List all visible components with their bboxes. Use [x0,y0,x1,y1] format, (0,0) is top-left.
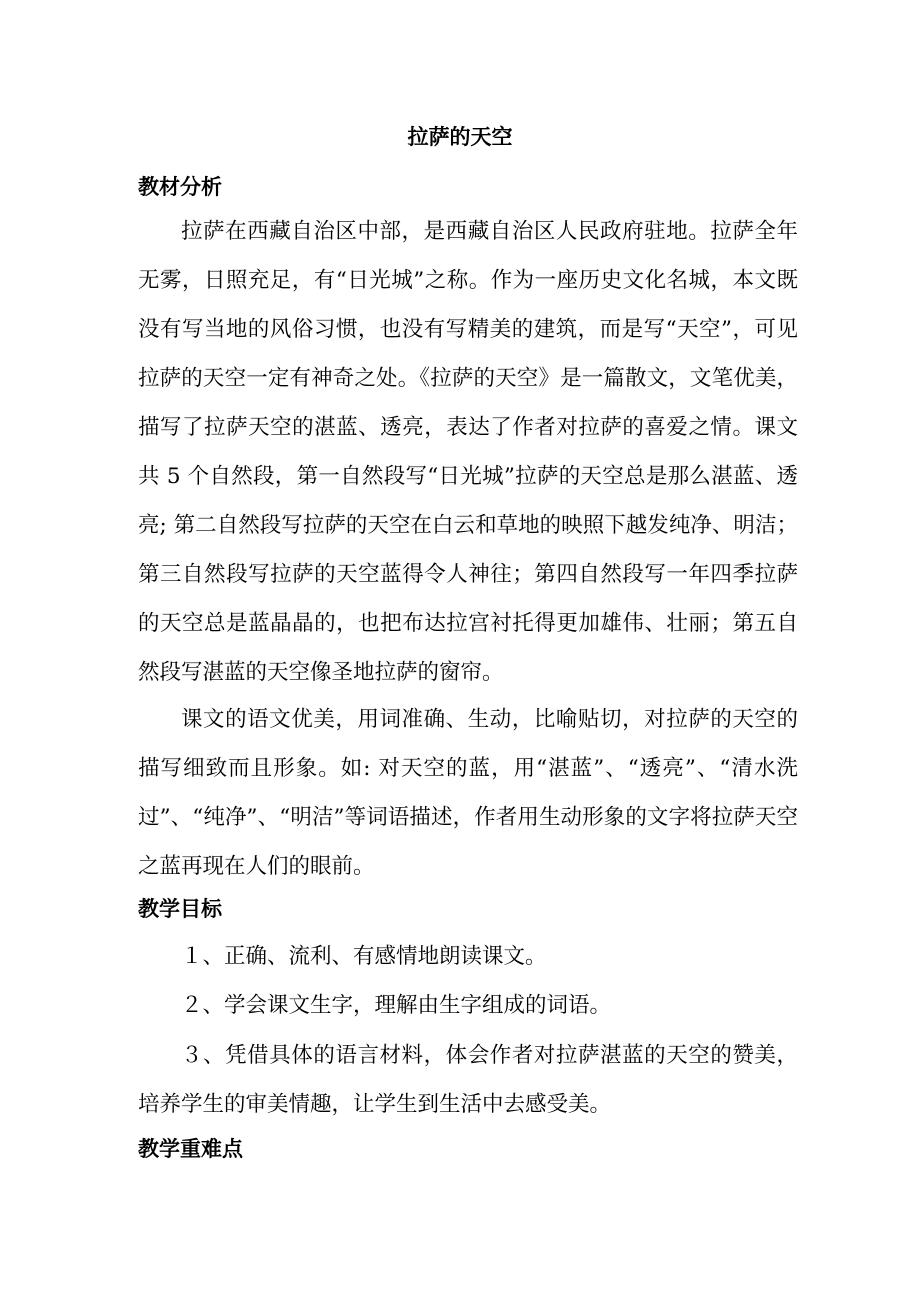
analysis-paragraph-2: 课文的语文优美，用词准确、生动，比喻贴切，对拉萨的天空的描写细致而且形象。如: 对天空的蓝，用“湛蓝”、“透亮”、“清水洗过”、“纯净”、“明洁”等词语描述，作者用生动形象的文字将拉萨天空之蓝再现在人们的眼前。 [138,707,798,879]
section-heading-material-analysis: 教材分析 [138,175,222,199]
document-title: 拉萨的天空 [407,125,513,149]
goal-item-2: ２、学会课文生字，理解由生字组成的词语。 [181,993,612,1018]
section-heading-key-difficulties: 教学重难点 [138,1137,243,1161]
section-heading-teaching-goals: 教学目标 [138,897,222,921]
goal-item-1: １、正确、流利、有感情地朗读课文。 [181,944,547,969]
goal-item-3: ３、凭借具体的语言材料，体会作者对拉萨湛蓝的天空的赞美，培养学生的审美情趣，让学生到生活中去感受美。 [138,1043,798,1117]
analysis-paragraph-1: 拉萨在西藏自治区中部，是西藏自治区人民政府驻地。拉萨全年无雾，日照充足，有“日光城”之称。作为一座历史文化名城，本文既没有写当地的风俗习惯，也没有写精美的建筑，而是写“天空”，可见拉萨的天空一定有神奇之处。《拉萨的天空》是一篇散文，文笔优美，描写了拉萨天空的湛蓝、透亮，表达了作者对拉萨的喜爱之情。课文共 5 个自然段，第一自然段写“日光城”拉萨的天空总是那么湛蓝、透亮; 第二自然段写拉萨的天空在白云和草地的映照下越发纯净、明洁；第三自然段写拉萨的天空蓝得令人神往；第四自然段写一年四季拉萨的天空总是蓝晶晶的，也把布达拉宫衬托得更加雄伟、壮丽；第五自然段写湛蓝的天空像圣地拉萨的窗帘。 [138,219,798,685]
